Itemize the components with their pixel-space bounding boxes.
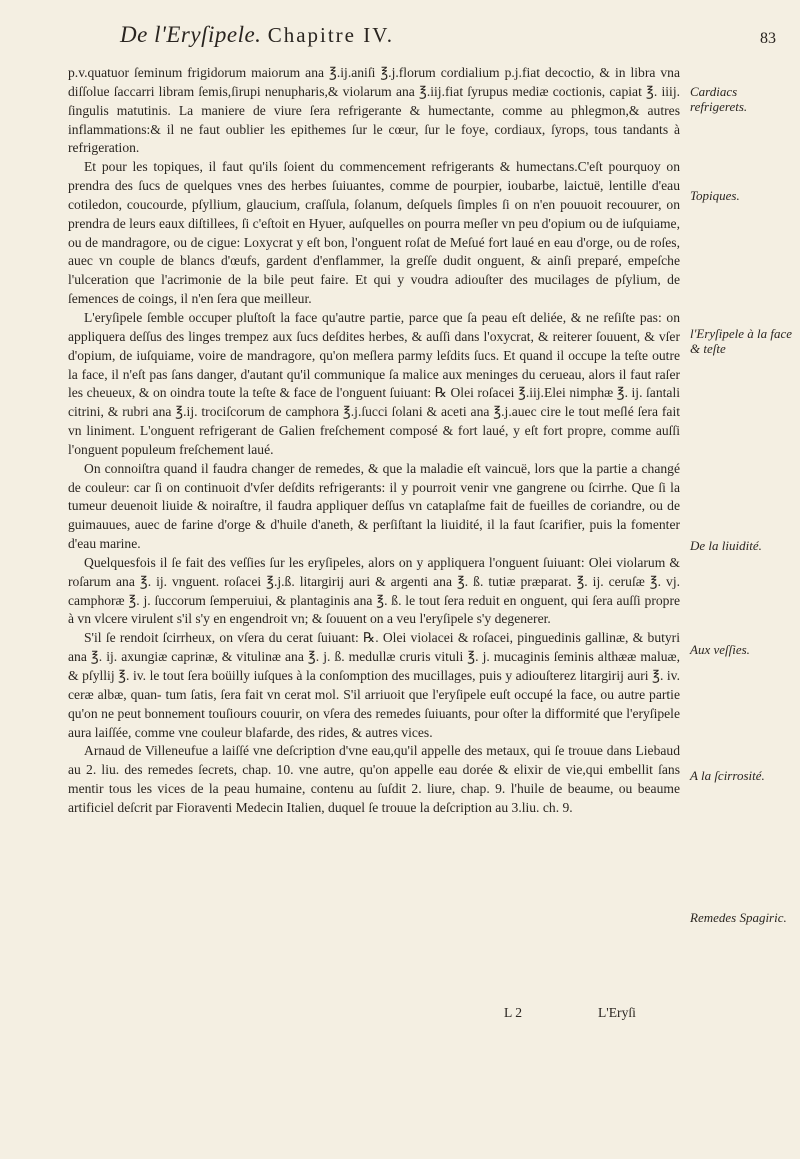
margin-note-eryſipele-face: l'Eryſipele à la face & teſte [690, 326, 793, 356]
page-number: 83 [760, 30, 776, 47]
paragraph-7: Arnaud de Villeneufue a laiſſé vne deſcription d'vne eau,qu'il appelle des metaux, qui ſe trouue dans Liebaud au 2. liu. des remedes ſecrets, chap. 10. vne autre, qu'on appelle eau dorée & elixir de vie,qui embellit ſans mentir tous les vices de la peau humaine, contenu au ſuſdit 2. liure, chap. 9. l'huile de beaume, ou beaume artificiel deſcrit par Fioraventi Medecin Italien, duquel ſe trouue la deſcription au 3.liu. ch. 9. [68, 743, 680, 815]
running-title: De l'Eryſipele. Chapitre IV. [120, 22, 394, 47]
margin-note-topiques: Topiques. [690, 188, 740, 203]
paragraph-1: p.v.quatuor ſeminum frigidorum maiorum ana ℥.ij.aniſi ℥.j.florum cordialium p.j.fiat decoctio, & in libra vna diſſolue ſaccarri libram ſemis,ſirupi nenupharis,& violarum ana ℥.iij.fiat ſyrupus mediæ coctionis, capiat ℥. iiij. ſingulis matutinis. La maniere de viure ſera refrigerante & humectante, comme au phlegmon,& autres inflammations:& il ne faut oublier les epithemes ſur le cœur, ſur le foye, cordiaux, ſyrops, tous tandants à refrigeration. [68, 65, 680, 156]
body-text [68, 64, 680, 818]
paragraph-5: Quelquesfois il ſe fait des veſſies ſur les eryſipeles, alors on y appliquera l'onguent ſuiuant: Olei violarum & roſarum ana ℥. ij. vnguent. roſacei ℥.j.ß. litargirij auri & argenti ana ℥. ß. tutiæ præparat. ℥. ij. ceruſæ ℥. vj. camphoræ ℥. j. ſuccorum ſemperuiui, & plantaginis ana ℥. ß. le tout ſera reduit en onguent, qui ſera auſſi propre à vn vlcere virulent s'il s'y en engendroit vn; & ſouuent on a veu l'eryſipele s'y degenerer. [68, 554, 680, 627]
paragraph-3: L'eryſipele ſemble occuper pluſtoſt la face qu'autre partie, parce que ſa peau eſt deliée, & ne reſiſte pas: on appliquera deſſus des linges trempez aux ſucs deſdites herbes, & auſſi dans l'oxycrat, & reiterer ſouuent, & vſer d'opium, de iuſquiame, voire de mandragore, qu'on meſlera parmy leſdits ſucs. Et quand il occupe la teſte outre la face, il n'eſt pas ſans danger, d'autant qu'il communique ſa malice aux meninges du cerueau, alors il faut raſer les cheueux, & on oindra toute la teſte & face de l'onguent ſuiuant: ℞ Olei roſacei ℥.iij.Elei nimphæ ℥. ij. ſantali citrini, & rubri ana ℥.ij. trociſcorum de camphora ℥.j.ſucci ſolani & aceti ana ℥.j.auec cire le tout meſlé ſera fait vn liniment. L'onguent refrigerant de Galien freſchement composé & fort laué, y eſt fort propre, comme auſſi l'onguent populeum freſchement laué. [68, 309, 680, 457]
margin-note-ſcirroſite: A la ſcirrosité. [690, 768, 765, 783]
signature-mark: L 2 [504, 1005, 522, 1020]
paragraph-6: S'il ſe rendoit ſcirrheux, on vſera du cerat ſuiuant: ℞. Olei violacei & roſacei, pinguedinis gallinæ, & butyri ana ℥. ij. axungiæ caprinæ, & vitulinæ ana ℥. j. ß. medullæ cruris vituli ℥. j. mucaginis ſeminis althææ maluæ, & pſyllij ℥. iv. le tout ſera boüilly iuſques à la conſomption des mucillages, puis y adiouſterez litargirij auri ℥. iv. ceræ albæ, quan- tum ſatis, ſera fait vn cerat mol. S'il arriuoit que l'eryſipele euſt occupé la face, ou autre partie qu'on ne peut bonnement touſiours couurir, on vſera des remedes ſuiuants, pour oſter la difformité que l'eryſipele aura laiſſée, comme vne couleur blafarde, des rides, & autres vices. [68, 630, 680, 740]
paragraph-2: Et pour les topiques, il faut qu'ils ſoient du commencement refrigerants & humectans.C'eſt pourquoy on prendra des ſucs de quelques vnes des herbes ſuiuantes, comme de pourpier, ioubarbe, laictuë, lentille d'eau cotiledon, coucourde, pſyllium, glaucium, craſſula, ſolanum, deſquels ſimples ſi on n'en pouuoit recouurer, on prendra de leurs eaux diſtillees, ſi c'eſtoit en Hyuer, auſquelles on pourra meſler vn peu d'opium ou de iuſquiame, ou de mandragore, ou de cigue: Loxycrat y eſt bon, l'onguent roſat de Meſué fort laué en eau d'orge, ou de roſes, auec vn couple de blancs d'œufs, gardent d'enflammer, la greſſe dudit onguent, & ainſi preparé, empeſche l'ulceration que l'acrimonie de la bile peut faire. Et qui y voudra adiouſter des mucilages de pſylium, de ſemences de coings, il n'en ſera que meilleur. [68, 159, 680, 307]
margin-note-remedes: Remedes Spagiric. [690, 910, 787, 925]
margin-note-cardiacs: Cardiacs refrigerets. [690, 84, 748, 114]
chapter-label: Chapitre IV. [267, 23, 394, 47]
paragraph-4: On connoiſtra quand il faudra changer de remedes, & que la maladie eſt vaincuë, lors que la partie a changé de couleur: car ſi on continuoit d'vſer deſdits refrigerants: il y pourroit venir vne gangrene ou ſcirrhe. Que ſi la tumeur deuenoit liuide & noiraſtre, il faudra appliquer deſſus vn cataplaſme fait de fueilles de coriandre, ou de guimauues, auec de farine d'orge & d'huile d'aneth, & perſiſtant la liuidité, il la faut ſcarifier, puis la fomenter d'eau marine. [68, 460, 680, 552]
page-header [70, 22, 780, 62]
catchword: L'Eryſi [598, 1005, 636, 1020]
margin-note-veſſies: Aux veſſies. [690, 642, 750, 657]
margin-note-liuidite: De la liuidité. [690, 538, 762, 553]
